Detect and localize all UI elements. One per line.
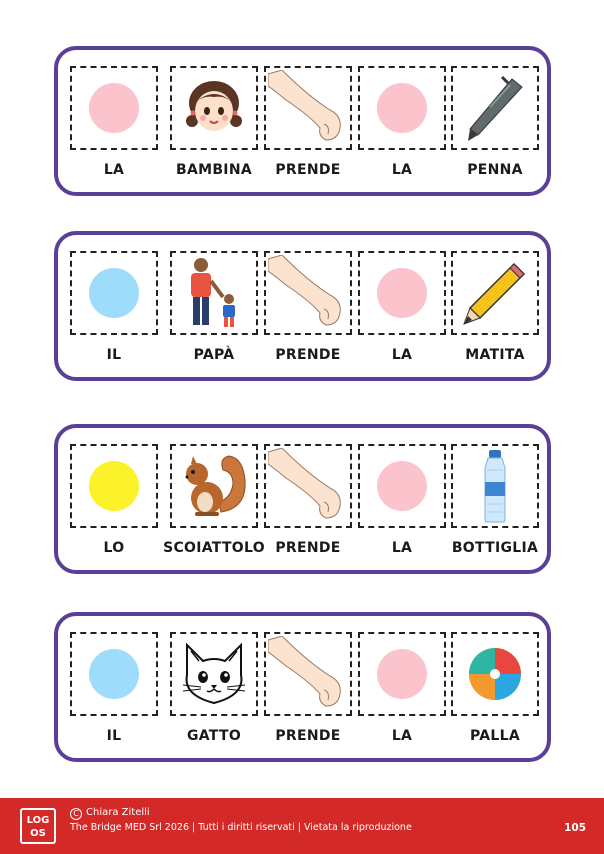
yellow-dot-icon	[89, 461, 139, 511]
verb-cell	[264, 66, 352, 150]
sentence-card-1	[54, 46, 551, 196]
word-subject: BAMBINA	[176, 162, 252, 178]
page-footer	[0, 798, 604, 854]
blue-dot-icon	[89, 649, 139, 699]
article-cell	[358, 251, 446, 335]
copyright-icon: C	[70, 808, 82, 820]
pen-icon	[460, 73, 530, 143]
verb-cell	[264, 444, 352, 528]
pink-dot-icon	[377, 649, 427, 699]
logos-logo	[20, 808, 56, 844]
object-cell	[451, 632, 539, 716]
article-cell	[70, 251, 158, 335]
father-child-icon	[179, 255, 249, 331]
subject-cell	[170, 444, 258, 528]
article-cell	[70, 66, 158, 150]
pink-dot-icon	[89, 83, 139, 133]
word-article: LA	[391, 162, 413, 178]
sentence-card-3	[54, 424, 551, 574]
subject-cell	[170, 632, 258, 716]
page-number: 105	[564, 822, 586, 834]
word-article: IL	[106, 347, 122, 363]
word-subject: PAPÀ	[193, 347, 235, 363]
author-name: Chiara Zitelli	[86, 807, 150, 818]
word-verb: PRENDE	[275, 162, 341, 178]
ball-icon	[467, 646, 523, 702]
verb-cell	[264, 251, 352, 335]
word-object: BOTTIGLIA	[451, 540, 539, 556]
word-subject: SCOIATTOLO	[163, 540, 265, 556]
copyright-text: The Bridge MED Srl 2026 | Tutti i diritti riservati | Vietata la riproduzione	[70, 822, 412, 833]
sentence-card-2	[54, 231, 551, 381]
word-article: IL	[106, 728, 122, 744]
hand-icon	[268, 448, 348, 524]
hand-icon	[268, 255, 348, 331]
pink-dot-icon	[377, 83, 427, 133]
word-object: PENNA	[467, 162, 523, 178]
pink-dot-icon	[377, 461, 427, 511]
squirrel-icon	[177, 450, 251, 522]
word-verb: PRENDE	[275, 540, 341, 556]
word-verb: PRENDE	[275, 728, 341, 744]
bottle-icon	[475, 448, 515, 524]
word-article: LA	[103, 162, 125, 178]
word-article: LA	[391, 728, 413, 744]
author-line	[70, 807, 150, 820]
blue-dot-icon	[89, 268, 139, 318]
article-cell	[70, 632, 158, 716]
object-cell	[451, 66, 539, 150]
sentence-card-4	[54, 612, 551, 762]
word-article: LO	[103, 540, 125, 556]
pink-dot-icon	[377, 268, 427, 318]
article-cell	[358, 66, 446, 150]
hand-icon	[268, 70, 348, 146]
object-cell	[451, 444, 539, 528]
word-object: MATITA	[465, 347, 525, 363]
word-subject: GATTO	[186, 728, 242, 744]
object-cell	[451, 251, 539, 335]
word-verb: PRENDE	[275, 347, 341, 363]
word-article: LA	[391, 347, 413, 363]
word-article: LA	[391, 540, 413, 556]
subject-cell	[170, 251, 258, 335]
logo-line-1: LOG	[26, 815, 50, 826]
hand-icon	[268, 636, 348, 712]
article-cell	[358, 632, 446, 716]
word-object: PALLA	[470, 728, 520, 744]
subject-cell	[170, 66, 258, 150]
article-cell	[358, 444, 446, 528]
article-cell	[70, 444, 158, 528]
logo-line-2: OS	[30, 828, 46, 839]
girl-icon	[179, 73, 249, 143]
cat-icon	[179, 641, 249, 707]
pencil-icon	[460, 258, 530, 328]
verb-cell	[264, 632, 352, 716]
